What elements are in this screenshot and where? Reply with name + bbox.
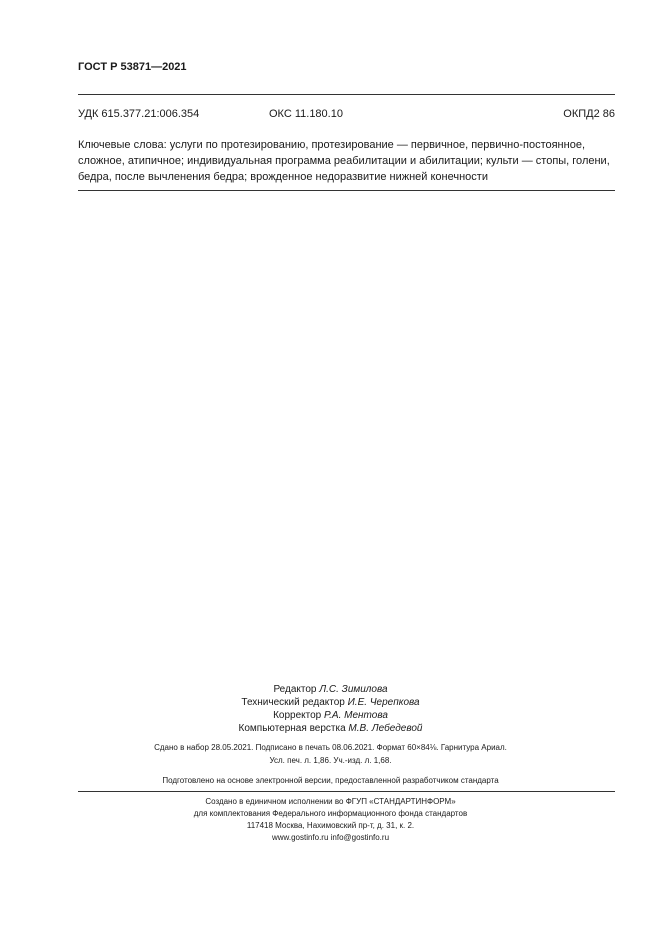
keywords-paragraph <box>78 137 615 185</box>
credits-block <box>0 683 661 735</box>
prepared-note: Подготовлено на основе электронной версии, предоставленной разработчиком стандарта <box>162 776 499 785</box>
keywords-divider <box>78 190 615 191</box>
publisher-block <box>0 796 661 844</box>
standard-number: ГОСТ Р 53871—2021 <box>78 61 187 73</box>
imprint-line: Сдано в набор 28.05.2021. Подписано в печать 08.06.2021. Формат 60×84⅛. Гарнитура Ариал. <box>154 743 507 752</box>
keywords-line: сложное, атипичное; индивидуальная программа реабилитации и абилитации; культи — стопы, голени, <box>78 155 610 167</box>
publisher-web: www.gostinfo.ru info@gostinfo.ru <box>271 833 390 842</box>
oks-code: ОКС 11.180.10 <box>269 108 343 120</box>
keywords-line: бедра, после вычленения бедра; врожденное недоразвитие нижней конечности <box>78 171 488 183</box>
credit-layout: Компьютерная верстка М.В. Лебедевой <box>238 723 423 734</box>
top-divider <box>78 94 615 95</box>
publisher-line: для комплектования Федерального информационного фонда стандартов <box>193 809 468 818</box>
publisher-divider <box>78 791 615 792</box>
credit-tech-editor: Технический редактор И.Е. Черепкова <box>241 697 420 708</box>
imprint-block <box>0 742 661 767</box>
publisher-address: 117418 Москва, Нахимовский пр-т, д. 31, к. 2. <box>246 821 415 830</box>
publisher-line: Создано в единичном исполнении во ФГУП «СТАНДАРТИНФОРМ» <box>205 797 456 806</box>
udk-code: УДК 615.377.21:006.354 <box>78 108 200 120</box>
keywords-line: Ключевые слова: услуги по протезированию, протезирование — первичное, первично-постоянное, <box>78 139 585 151</box>
imprint-line: Усл. печ. л. 1,86. Уч.-изд. л. 1,68. <box>269 756 392 765</box>
okpd-code: ОКПД2 86 <box>563 108 615 120</box>
credit-corrector: Корректор Р.А. Ментова <box>273 710 388 721</box>
credit-editor: Редактор Л.С. Зимилова <box>273 684 388 695</box>
